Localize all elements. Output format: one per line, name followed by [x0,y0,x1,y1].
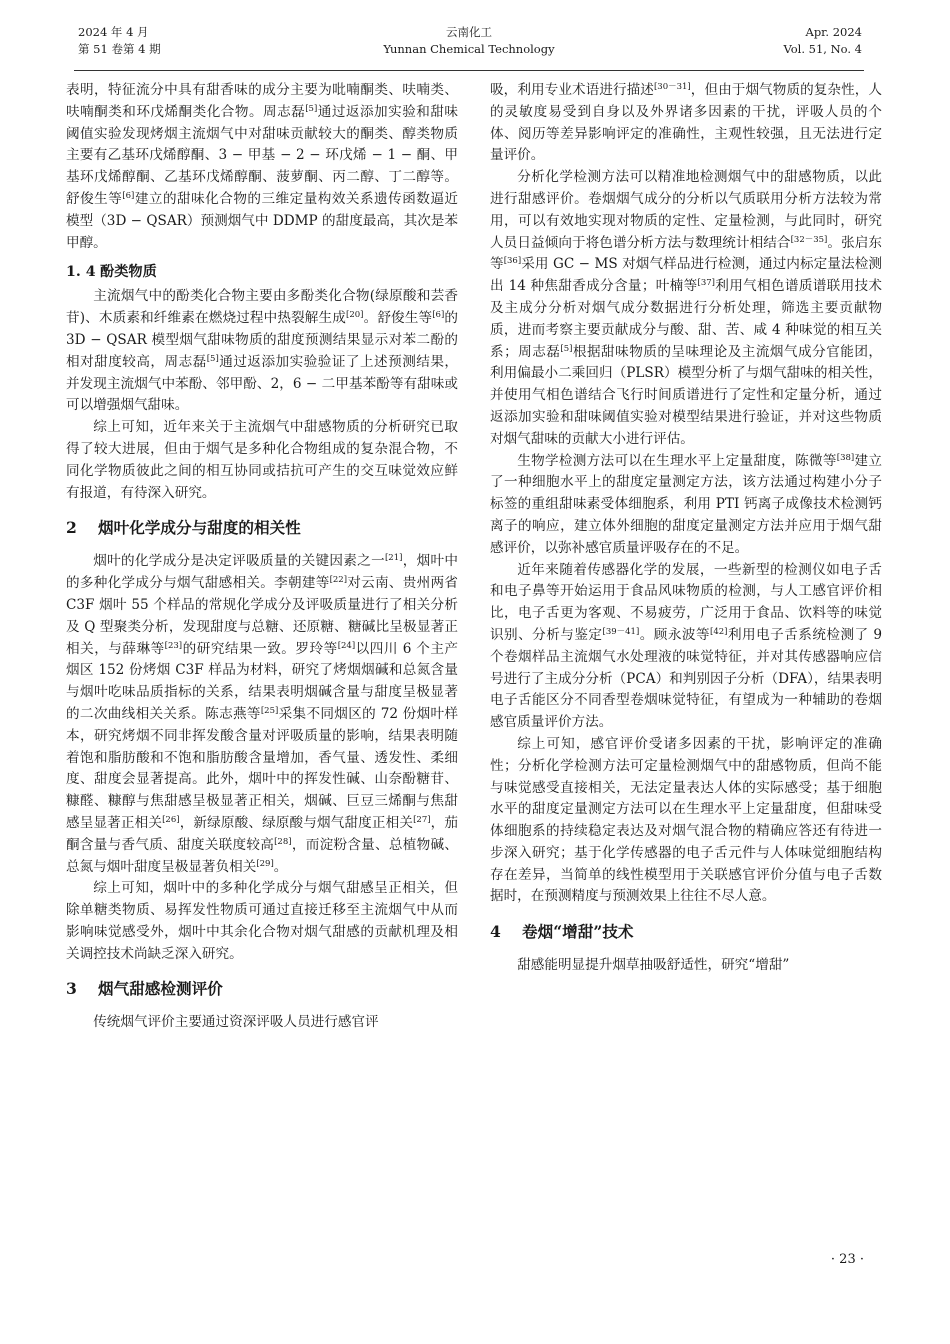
left-column [66,80,458,1270]
citation[interactable]: [25] [260,705,279,716]
issue-date: 2024 年 4 月 [78,25,149,39]
section-heading-1-4: 1. 4 酚类物质 [66,264,157,281]
citation[interactable]: [32－35] [790,234,828,245]
citation[interactable]: [38] [836,452,855,463]
paragraph: 生物学检测方法可以在生理水平上定量甜度，陈微等[38]建立了一种细胞水平上的甜度定量测定方法，该方法通过构建小分子标签的重组甜味素受体细胞系，利用 PTI 钙离子成像技术检测钙离子的响应，建立体外细胞的甜度定量测定方法并应用于烟气甜感评价，以弥补感官质量评吸存在的不足。 [490,452,882,556]
citation[interactable]: [30－31] [653,82,691,92]
section-heading-3: 3 烟气甜感检测评价 [66,979,223,999]
volume-issue-en: Vol. 51, No. 4 [783,42,862,56]
paragraph: 烟叶的化学成分是决定评吸质量的关键因素之一[21]，烟叶中的多种化学成分与烟气甜感相关。李朝建等[22]对云南、贵州两省 C3F 烟叶 55 个样品的常规化学成分及评吸质量进行了相关分析及 Q 型聚类分析，发现甜度与总糖、还原糖、糖碱比呈极显著正相关，与薛琳等[23]的研究结果一致。罗玲等[24]以四川 6 个主产烟区 152 份烤烟 C3F 样品为材料，研究了烤烟烟碱和总氮含量与烟叶吃味品质指标的关系，结果表明烟碱含量与甜度呈极显著的二次曲线相关关系。陈志燕等[25]采集不同烟区的 72 份烟叶样本，研究烤烟不同非挥发酸含量对评吸质量的影响，结果表明随着饱和脂肪酸和不饱和脂肪酸含量增加，香气量、透发性、柔细度、甜度会显著提高。此外，烟叶中的挥发性碱、山奈酚糖苷、糠醛、糠醇与焦甜感呈极显著正相关，烟碱、巨豆三烯酮与焦甜感呈显著正相关[26]，新绿原酸、绿原酸与烟气甜度正相关[27]，茄酮含量与香气质、甜度关联度较高[28]，而淀粉含量、总植物碱、总氮与烟叶甜度呈极显著负相关[29]。 [66,553,458,875]
citation[interactable]: [5] [560,343,573,354]
paragraph: 表明，特征流分中具有甜香味的成分主要为吡喃酮类、呋喃类、呋喃酮类和环戊烯酮类化合物。周志磊[5]通过返添加实验和甜味阈值实验发现烤烟主流烟气中对甜味贡献较大的酮类、醇类物质主要有乙基环戊烯醇酮、3 − 甲基 − 2 − 环戊烯 − 1 − 酮、甲基环戊烯醇酮、乙基环戊烯醇酮、菠萝酮、丙二醇、丁二醇等。舒俊生等[6]建立的甜味化合物的三维定量构效关系遗传函数逼近模型（3D − QSAR）预测烟气中 DDMP 的甜度最高，其次是苯甲醇。 [66,82,458,251]
section-heading-4: 4 卷烟“增甜”技术 [490,922,634,942]
right-column [490,80,882,1270]
journal-issue-en [783,24,862,58]
paragraph: 综上可知，烟叶中的多种化学成分与烟气甜感呈正相关，但除单糖类物质、易挥发性物质可通过直接迁移至主流烟气中从而影响味觉感受外，烟叶中其余化合物对烟气甜感的贡献机理及相关调控技术尚缺乏深入研究。 [66,880,458,962]
citation[interactable]: [20] [346,310,364,321]
page-number: · 23 · [830,1252,864,1267]
journal-title [74,24,864,58]
paragraph: 传统烟气评价主要通过资深评吸人员进行感官评 [93,1014,379,1031]
section-heading-2: 2 烟叶化学成分与甜度的相关性 [66,518,301,538]
journal-title-en: Yunnan Chemical Technology [383,42,555,56]
journal-title-cn: 云南化工 [446,25,492,39]
paragraph: 甜感能明显提升烟草抽吸舒适性，研究“增甜” [517,957,790,974]
paragraph: 近年来随着传感器化学的发展，一些新型的检测仪如电子舌和电子鼻等开始运用于食品风味物质的检测，与人工感官评价相比，电子舌更为客观、不易疲劳，广泛用于食品、饮料等的味觉识别、分析与鉴定[39－41]。顾永波等[42]利用电子舌系统检测了 9 个卷烟样品主流烟气水处理液的味觉特征，并对其传感器响应信号进行了主成分分析（PCA）和判别因子分析（DFA），结果表明电子舌能区分不同香型卷烟味觉特征，有望成为一种辅助的卷烟感官质量评价方法。 [490,561,882,731]
volume-issue: 第 51 卷第 4 期 [78,42,161,56]
citation[interactable]: [5] [206,353,219,364]
citation[interactable]: [39－41] [602,626,640,637]
paragraph: 综上可知，感官评价受诸多因素的干扰，影响评定的准确性；分析化学检测方法可定量检测烟气中的甜感物质，但尚不能与味觉感受直接相关，无法定量表达人体的实际感受；基于细胞水平的甜度定量测定方法可以在生理水平上定量甜度，但甜味受体细胞系的持续稳定表达及对烟气混合物的精确应答还有待进一步深入研究；基于化学传感器的电子舌元件与人体味觉细胞结构存在差异，当简单的线性模型用于关联感官评价分值与电子舌数据时，在预测精度与预测效果上往往不尽人意。 [490,735,882,905]
citation[interactable]: [6] [122,190,135,201]
citation[interactable]: [21] [384,553,403,564]
citation[interactable]: [6] [432,310,445,321]
citation[interactable]: [24] [337,640,356,651]
citation[interactable]: [5] [305,103,318,114]
citation[interactable]: [29] [256,858,274,869]
citation[interactable]: [26] [162,814,180,825]
citation[interactable]: [42] [710,626,728,637]
citation[interactable]: [22] [329,575,348,586]
page-header [74,20,864,71]
citation[interactable]: [27] [413,814,431,825]
citation[interactable]: [36] [503,256,522,267]
citation[interactable]: [37] [697,278,715,289]
citation[interactable]: [23] [164,640,183,651]
paragraph: 综上可知，近年来关于主流烟气中甜感物质的分析研究已取得了较大进展，但由于烟气是多种化合物组成的复杂混合物，不同化学物质彼此之间的相互协同或拮抗可产生的交互味觉效应鲜有报道，有待深入研究。 [66,419,458,501]
citation[interactable]: [28] [274,836,292,847]
paragraph: 吸，利用专业术语进行描述[30－31]，但由于烟气物质的复杂性，人的灵敏度易受到自身以及外界诸多因素的干扰，评吸人员的个体、阅历等差异影响评定的准确性，主观性较强，且无法进行定量评价。 [490,82,882,164]
paragraph: 主流烟气中的酚类化合物主要由多酚类化合物(绿原酸和芸香苷)、木质素和纤维素在燃烧过程中热裂解生成[20]。舒俊生等[6]的 3D − QSAR 模型烟气甜味物质的甜度预测结果显示对苯二酚的相对甜度较高，周志磊[5]通过返添加实验验证了上述预测结果，并发现主流烟气中苯酚、邻甲酚、2，6 − 二甲基苯酚等有甜味或可以增强烟气甜味。 [66,288,458,414]
paragraph: 分析化学检测方法可以精准地检测烟气中的甜感物质，以此进行甜感评价。卷烟烟气成分的分析以气质联用分析方法较为常用，可以有效地实现对物质的定性、定量检测，与此同时，研究人员日益倾向于将色谱分析方法与数理统计相结合[32－35]。张启东等[36]采用 GC − MS 对烟气样品进行检测，通过内标定量法检测出 14 种焦甜香成分含量；叶楠等[37]利用气相色谱质谱联用技术及主成分分析对烟气成分数据进行分析处理，筛选主要贡献物质，进而考察主要贡献成分与酸、甜、苦、咸 4 种味觉的相互关系；周志磊[5]根据甜味物质的呈味理论及主流烟气成分官能团，利用偏最小二乘回归（PLSR）模型分析了与烟气甜味的相关性，并使用气相色谱结合飞行时间质谱进行了定性和定量分析，通过返添加实验和甜味阈值实验对模型结果进行验证，并对这些物质对烟气甜味的贡献大小进行评估。 [490,169,882,447]
issue-date-en: Apr. 2024 [805,25,862,39]
